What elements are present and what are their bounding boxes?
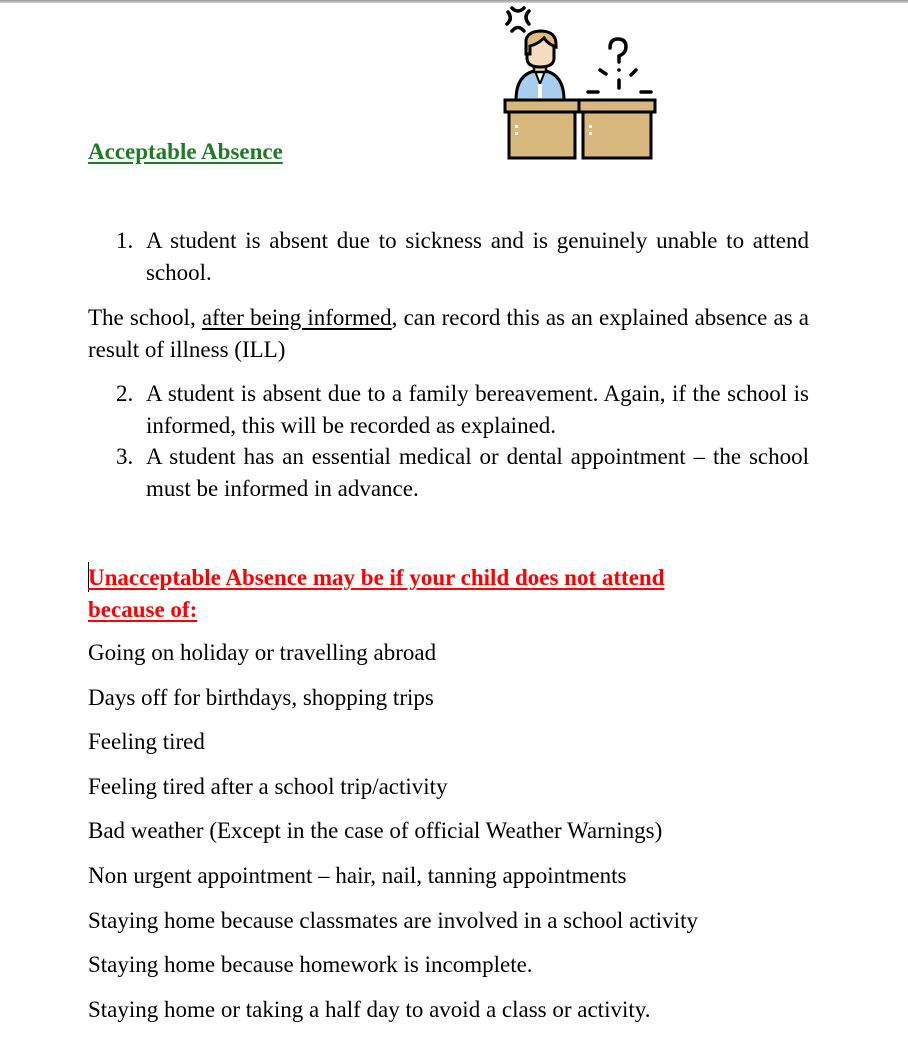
list-number: 3. xyxy=(116,444,134,469)
list-number: 1. xyxy=(116,228,134,253)
unacceptable-absence-heading: Unacceptable Absence may be if your child does not attend because of: xyxy=(88,565,665,622)
list-item: Staying home because classmates are involved in a school activity xyxy=(88,907,698,933)
student-icon xyxy=(516,31,564,100)
list-item xyxy=(116,378,809,441)
question-mark-icon xyxy=(588,39,651,92)
angry-mark-icon xyxy=(507,8,529,31)
list-item-text: A student has an essential medical or dental appointment – the school must be informed in advance. xyxy=(146,444,809,501)
acceptable-absence-heading: Acceptable Absence xyxy=(88,139,283,164)
list-item: Going on holiday or travelling abroad xyxy=(88,640,437,665)
list-item: Days off for birthdays, shopping trips xyxy=(88,684,434,710)
top-border xyxy=(0,0,908,3)
empty-desk-absent-student-icon xyxy=(500,4,660,162)
list-item: Staying home or taking a half day to avoid a class or activity. xyxy=(88,996,651,1022)
list-number: 2. xyxy=(116,381,134,406)
desk-left-icon xyxy=(505,100,579,158)
list-item: Non urgent appointment – hair, nail, tanning appointments xyxy=(88,862,627,888)
illness-note-paragraph xyxy=(88,302,809,365)
list-item-text: A student is absent due to sickness and is genuinely unable to attend school. xyxy=(146,228,809,285)
list-item xyxy=(116,225,809,288)
unacceptable-reasons-list xyxy=(88,637,848,1038)
note-suffix: , can record this as an explained absence as a result of illness (ILL) xyxy=(88,305,810,362)
desk-right-icon xyxy=(579,100,655,158)
list-item: Feeling tired xyxy=(88,729,205,755)
list-item: Staying home because homework is incomplete. xyxy=(88,952,533,978)
list-item-text: A student is absent due to a family bereavement. Again, if the school is informed, this will be recorded as explained. xyxy=(146,381,809,438)
list-item: Bad weather (Except in the case of official Weather Warnings) xyxy=(88,818,663,844)
list-item xyxy=(116,441,809,504)
note-prefix: The school, xyxy=(88,305,202,330)
list-item: Feeling tired after a school trip/activity xyxy=(88,773,448,799)
note-underlined-phrase: after being informed xyxy=(201,305,392,330)
